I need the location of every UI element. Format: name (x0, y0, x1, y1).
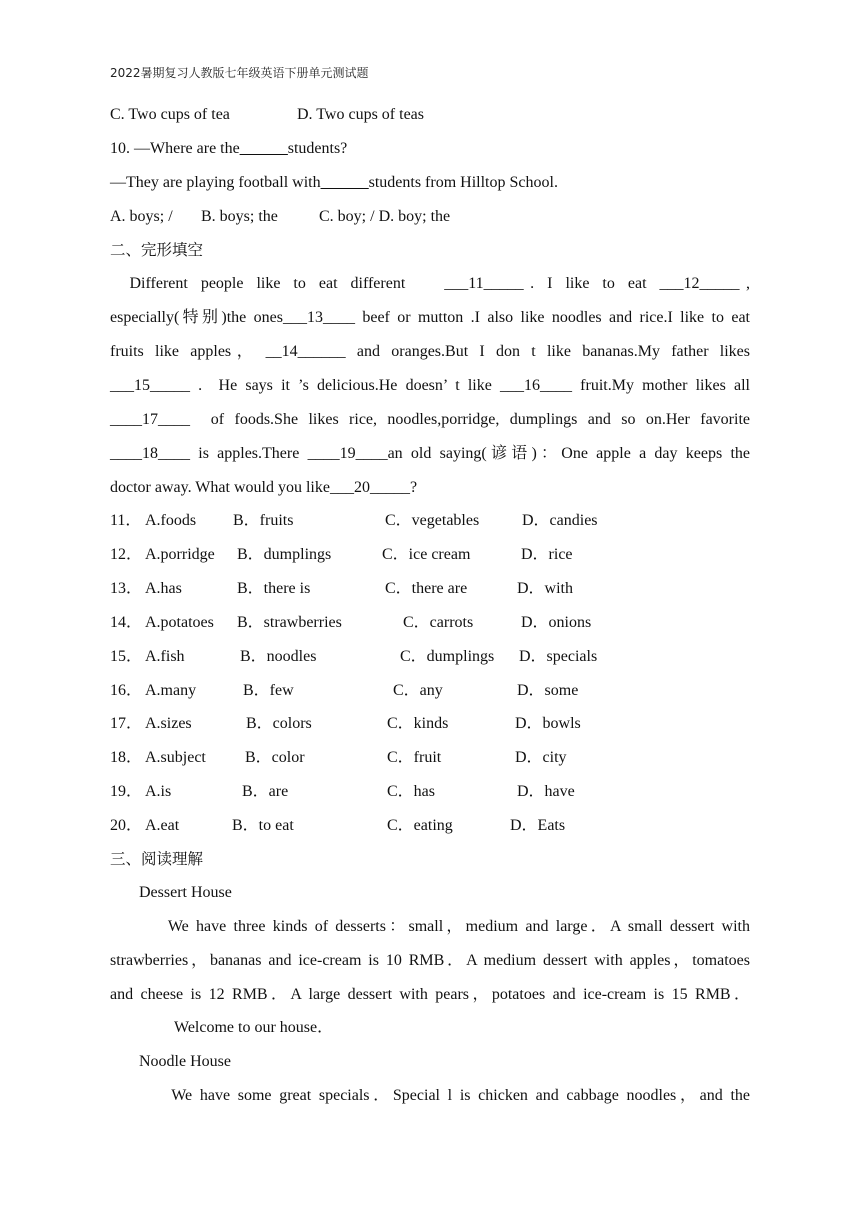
option-c: C．any (393, 682, 443, 699)
welcome-line: Welcome to our house． (174, 1019, 334, 1036)
cloze-line-3: fruits like apples ， __14______ and oranges.But I don t like bananas.My father likes (110, 343, 750, 360)
option-d: D．have (517, 783, 575, 800)
dessert-line-2: strawberries，bananas and ice-cream is 10 RMB．A medium dessert with apples，tomatoes (110, 952, 750, 969)
option-d: D．onions (521, 614, 592, 631)
option-b: B．fruits (233, 512, 294, 529)
question-number: 14． (110, 614, 143, 631)
option-c: C．dumplings (400, 648, 495, 665)
option-a: A.porridge (145, 546, 215, 563)
option-a: A.has (145, 580, 182, 597)
option-b: B．noodles (240, 648, 317, 665)
option-a: A.subject (145, 749, 206, 766)
cloze-line-1: Different people like to eat different ___11_____ . I like to eat ___12_____ , (110, 275, 750, 292)
option-a: A.fish (145, 648, 185, 665)
option-d: D．bowls (515, 715, 581, 732)
dessert-house-title: Dessert House (139, 884, 232, 901)
q10-text-d: students from Hilltop School. (368, 174, 558, 191)
question-number: 11． (110, 512, 142, 529)
dessert-line-1: We have three kinds of desserts：small，medium and large．A small dessert with (110, 918, 750, 935)
q9-option-c: C. Two cups of tea (110, 106, 230, 123)
question-number: 15． (110, 648, 143, 665)
option-b: B．there is (237, 580, 311, 597)
question-number: 20． (110, 817, 143, 834)
cloze-line-6: ____18____ is apples.There ____19____an old saying(谚语)：One apple a day keeps the (110, 445, 750, 462)
option-a: A.sizes (145, 715, 192, 732)
cloze-line-5: ____17____ of foods.She likes rice, noodles,porridge, dumplings and so on.Her favorite (110, 411, 750, 428)
option-d: D．some (517, 682, 579, 699)
option-c: C．kinds (387, 715, 449, 732)
cloze-line-2: especially(特别)the ones___13____ beef or mutton .I also like noodles and rice.I like to eat (110, 309, 750, 326)
option-c: C．ice cream (382, 546, 471, 563)
option-c: C．has (387, 783, 436, 800)
question-number: 16． (110, 682, 143, 699)
option-d: D．rice (521, 546, 573, 563)
q10-option-a: A. boys; / (110, 208, 173, 225)
question-number: 19． (110, 783, 143, 800)
option-a: A.potatoes (145, 614, 214, 631)
option-d: D．candies (522, 512, 598, 529)
option-a: A.many (145, 682, 197, 699)
q9-option-d: D. Two cups of teas (297, 106, 425, 123)
question-number: 12． (110, 546, 143, 563)
question-number: 18． (110, 749, 143, 766)
q10-blank-2: ______ (320, 174, 369, 191)
noodle-house-title: Noodle House (139, 1053, 231, 1070)
option-b: B．to eat (232, 817, 294, 834)
option-c: C．carrots (403, 614, 474, 631)
option-c: C．vegetables (385, 512, 480, 529)
q10-option-cd: C. boy; / D. boy; the (319, 208, 451, 225)
option-d: D．with (517, 580, 574, 597)
q10-text-a: 10. —Where are the (110, 140, 240, 157)
option-a: A.foods (145, 512, 197, 529)
q10-text-c: —They are playing football with (110, 174, 321, 191)
cloze-line-7: doctor away. What would you like___20_____? (110, 479, 418, 496)
option-b: B．few (243, 682, 294, 699)
option-c: C．eating (387, 817, 453, 834)
noodle-line-1: We have some great specials．Special l is chicken and cabbage noodles，and the (110, 1087, 751, 1104)
option-b: B．color (245, 749, 305, 766)
q10-option-b: B. boys; the (201, 208, 278, 225)
q10-question-line (110, 139, 347, 159)
option-c: C．fruit (387, 749, 442, 766)
q10-text-b: students? (287, 140, 348, 157)
dessert-line-3: and cheese is 12 RMB．A large dessert with pears，potatoes and ice-cream is 15 RMB． (110, 986, 751, 1003)
question-number: 17． (110, 715, 143, 732)
option-d: D．city (515, 749, 567, 766)
option-b: B．are (242, 783, 289, 800)
option-a: A.is (145, 783, 172, 800)
option-b: B．colors (246, 715, 312, 732)
q10-answer-line (110, 173, 558, 193)
option-b: B．strawberries (237, 614, 342, 631)
section-2-title: 二、完形填空 (110, 241, 204, 259)
q10-blank-1: ______ (239, 140, 288, 157)
option-d: D．Eats (510, 817, 566, 834)
page-header: 2022暑期复习人教版七年级英语下册单元测试题 (110, 66, 369, 80)
option-d: D．specials (519, 648, 598, 665)
section-3-title: 三、阅读理解 (110, 850, 204, 868)
question-number: 13． (110, 580, 143, 597)
option-b: B．dumplings (237, 546, 332, 563)
cloze-line-4: ___15_____ . He says it ’s delicious.He doesn’ t like ___16____ fruit.My mother likes all (110, 377, 750, 394)
option-c: C．there are (385, 580, 468, 597)
option-a: A.eat (145, 817, 180, 834)
